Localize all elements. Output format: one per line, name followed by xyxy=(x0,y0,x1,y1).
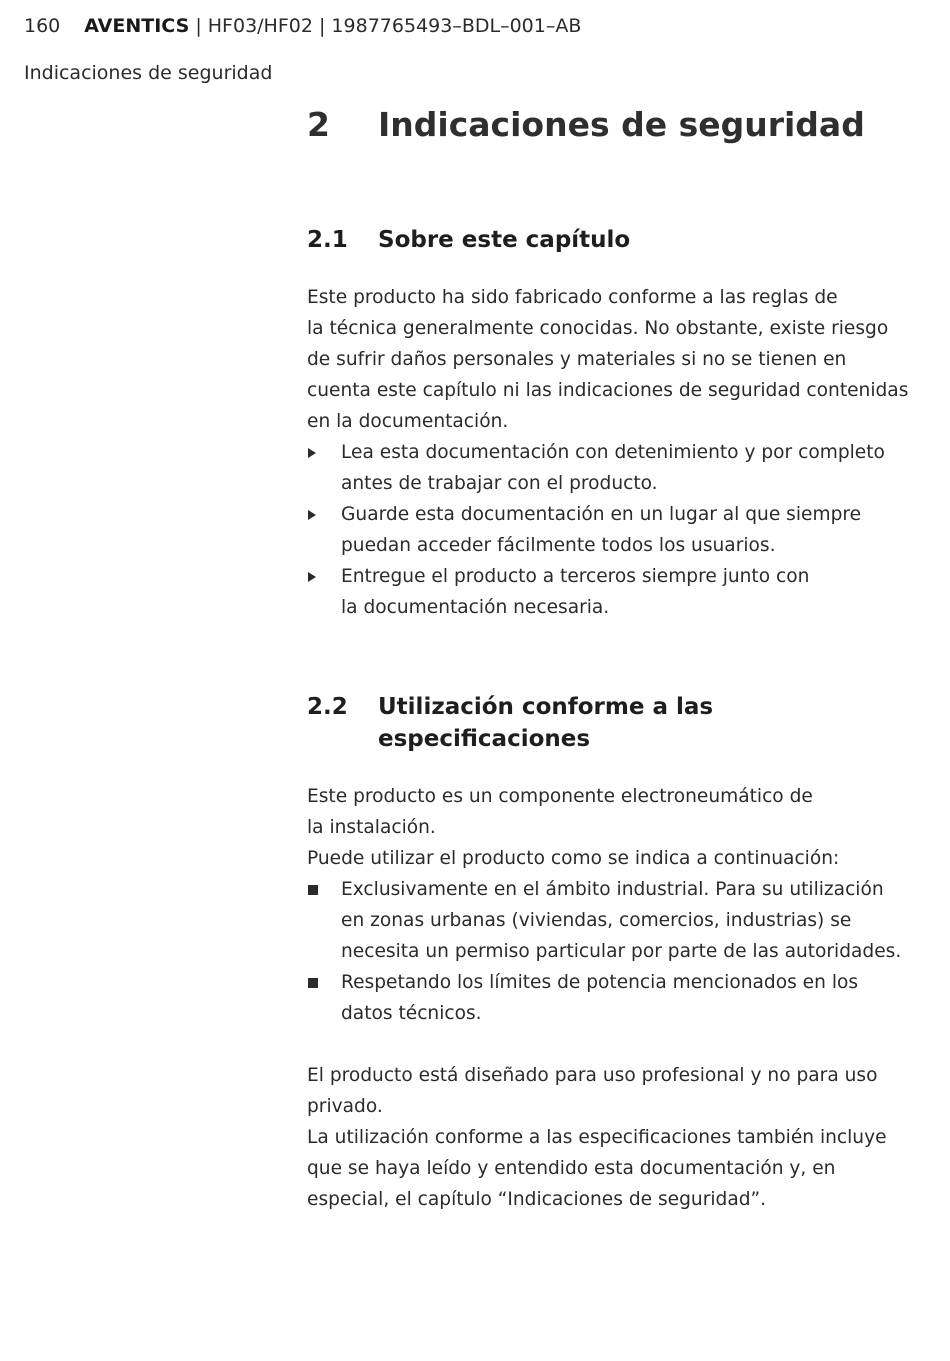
list-item-line: Respetando los límites de potencia mencionados en los xyxy=(341,972,859,993)
section-title: Utilización conforme a las especificaciones xyxy=(378,694,714,752)
list-item xyxy=(307,437,885,499)
paragraph-line: especial, el capítulo “Indicaciones de seguridad”. xyxy=(307,1189,767,1210)
square-bullet-icon xyxy=(308,978,318,988)
instruction-list xyxy=(307,437,885,623)
paragraph-line: Este producto es un componente electroneumático de xyxy=(307,786,813,807)
section-2-1-intro xyxy=(307,282,909,437)
paragraph-spacer xyxy=(307,1029,882,1060)
triangle-bullet-icon xyxy=(308,510,316,520)
page-number: 160 xyxy=(24,15,61,37)
list-item-line: Exclusivamente en el ámbito industrial. Para su utilización xyxy=(341,879,884,900)
section-number: 2.1 xyxy=(307,227,348,253)
list-item-line: en zonas urbanas (viviendas, comercios, industrias) se xyxy=(341,910,852,931)
paragraph-line: cuenta este capítulo ni las indicaciones de seguridad contenidas xyxy=(307,380,909,401)
paragraph-line: Este producto ha sido fabricado conforme a las reglas de xyxy=(307,287,838,308)
paragraph-line: la instalación. xyxy=(307,817,436,838)
list-item xyxy=(307,561,882,623)
section-2-2-closing xyxy=(307,1060,887,1215)
list-item-line: antes de trabajar con el producto. xyxy=(341,473,658,494)
paragraph-line: en la documentación. xyxy=(307,411,509,432)
list-item-line: necesita un permiso particular por parte de las autoridades. xyxy=(341,941,902,962)
chapter-number: 2 xyxy=(307,105,330,144)
list-item-line: datos técnicos. xyxy=(341,1003,482,1024)
main-content xyxy=(307,100,909,1215)
list-item-line: Lea esta documentación con detenimiento y por completo xyxy=(341,442,885,463)
list-item-line: la documentación necesaria. xyxy=(341,597,610,618)
brand-name: AVENTICS xyxy=(84,15,190,37)
chapter-title: Indicaciones de seguridad xyxy=(378,105,865,144)
paragraph-line: El producto está diseñado para uso profesional y no para uso xyxy=(307,1065,878,1086)
page-header xyxy=(24,13,581,39)
paragraph-line: la técnica generalmente conocidas. No obstante, existe riesgo xyxy=(307,318,889,339)
document-reference: | HF03/HF02 | 1987765493–BDL–001–AB xyxy=(189,15,582,37)
section-title: Sobre este capítulo xyxy=(378,227,631,253)
triangle-bullet-icon xyxy=(308,448,316,458)
paragraph-line: privado. xyxy=(307,1096,383,1117)
list-item-line: puedan acceder fácilmente todos los usuarios. xyxy=(341,535,776,556)
list-item xyxy=(307,967,882,1029)
chapter-heading xyxy=(307,100,882,150)
list-item-line: Guarde esta documentación en un lugar al que siempre xyxy=(341,504,862,525)
running-section-title: Indicaciones de seguridad xyxy=(24,62,273,84)
section-heading-2-2 xyxy=(307,691,882,755)
paragraph-line: La utilización conforme a las especificaciones también incluye xyxy=(307,1127,887,1148)
paragraph-line: de sufrir daños personales y materiales si no se tienen en xyxy=(307,349,847,370)
list-item xyxy=(307,499,882,561)
section-spacer xyxy=(307,623,882,691)
section-2-2-intro xyxy=(307,781,882,874)
paragraph-line: que se haya leído y entendido esta documentación y, en xyxy=(307,1158,836,1179)
square-bullet-icon xyxy=(308,885,318,895)
triangle-bullet-icon xyxy=(308,572,316,582)
section-heading-2-1 xyxy=(307,224,882,256)
list-item-line: Entregue el producto a terceros siempre junto con xyxy=(341,566,810,587)
section-number: 2.2 xyxy=(307,694,348,720)
paragraph-line: Puede utilizar el producto como se indica a continuación: xyxy=(307,848,840,869)
list-item xyxy=(307,874,902,967)
usage-bullet-list xyxy=(307,874,902,1029)
